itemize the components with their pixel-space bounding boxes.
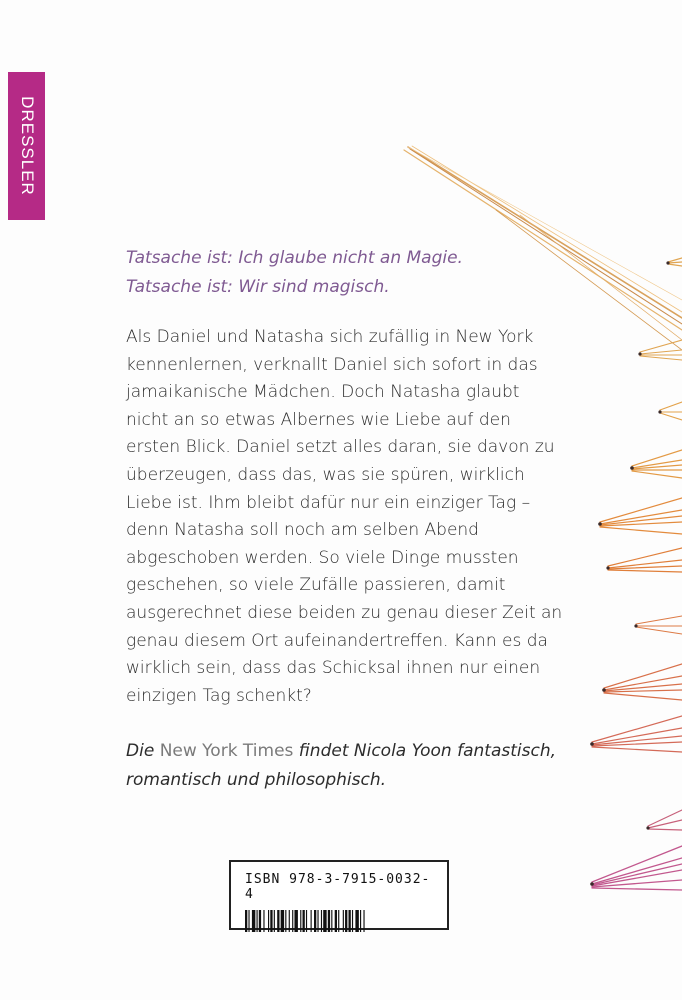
barcode-bar: [323, 910, 326, 932]
barcode-bar: [345, 910, 347, 932]
barcode-bar: [281, 910, 284, 932]
barcode-bar: [257, 910, 258, 932]
barcode-bar: [270, 910, 272, 932]
barcode-bar: [314, 910, 316, 932]
barcode-bar: [317, 910, 318, 932]
barcode-bar: [311, 910, 312, 932]
barcode-bar: [252, 910, 255, 932]
barcode-bar: [300, 910, 301, 932]
isbn-barcode-box: [229, 860, 449, 930]
pins-right: [590, 258, 682, 890]
barcode-bar: [263, 910, 264, 932]
tagline-quote: [126, 244, 596, 302]
publisher-logo-tab: [8, 72, 45, 220]
barcode-bar: [259, 910, 261, 932]
barcode-bar: [306, 910, 307, 932]
barcode-bar: [328, 910, 330, 932]
barcode-bar: [321, 910, 322, 932]
barcode-bar: [338, 910, 339, 932]
review-newspaper: New York Times: [159, 741, 294, 761]
publisher-name: DRESSLER: [17, 96, 37, 196]
barcode-bar: [268, 910, 269, 932]
barcode-bar: [343, 910, 344, 932]
barcode-bar: [355, 910, 358, 932]
isbn-number: ISBN 978-3-7915-0032-4: [245, 872, 431, 902]
barcode-bar: [360, 910, 361, 932]
review-suffix: findet Nicola Yoon fantastisch, romantisch und philosophisch.: [126, 741, 557, 790]
quote-line-2: Tatsache ist: Wir sind magisch.: [126, 277, 390, 297]
barcode-bar: [349, 910, 351, 932]
barcode-bar: [352, 910, 353, 932]
review-prefix: Die: [126, 741, 160, 761]
barcode-bar: [294, 910, 297, 932]
barcode-bar: [245, 910, 247, 932]
quote-line-1: Tatsache ist: Ich glaube nicht an Magie.: [126, 248, 463, 268]
barcode-bar: [303, 910, 305, 932]
barcode-bar: [285, 910, 286, 932]
barcode-bar: [277, 910, 279, 932]
barcode-bar: [248, 910, 249, 932]
barcode-bar: [335, 910, 337, 932]
barcode-bar: [331, 910, 332, 932]
review-quote: [126, 737, 596, 795]
barcode-bar: [363, 910, 364, 932]
barcode: [245, 910, 433, 932]
blurb-paragraph: Als Daniel und Natasha sich zufällig in New York kennenlernen, verknallt Daniel sich sofort in das jamaikanische Mädchen. Doch Natasha glaubt nicht an so etwas Albernes wie Liebe auf den ersten Blick. Daniel setzt alles daran, sie davon zu überzeugen, dass das, was sie spüren, wirklich Liebe ist. Ihm bleibt dafür nur ein einziger Tag – denn Natasha soll noch am selben Abend abgeschoben werden. So viele Dinge mussten geschehen, so viele Zufälle passieren, damit ausgerechnet diese beiden zu genau dieser Zeit an genau diesem Ort aufeinandertreffen. Kann es da wirklich sein, dass das Schicksal ihnen nur einen einzigen Tag schenkt?: [126, 327, 563, 706]
barcode-bar: [292, 910, 293, 932]
barcode-bar: [289, 910, 290, 932]
barcode-bar: [274, 910, 275, 932]
